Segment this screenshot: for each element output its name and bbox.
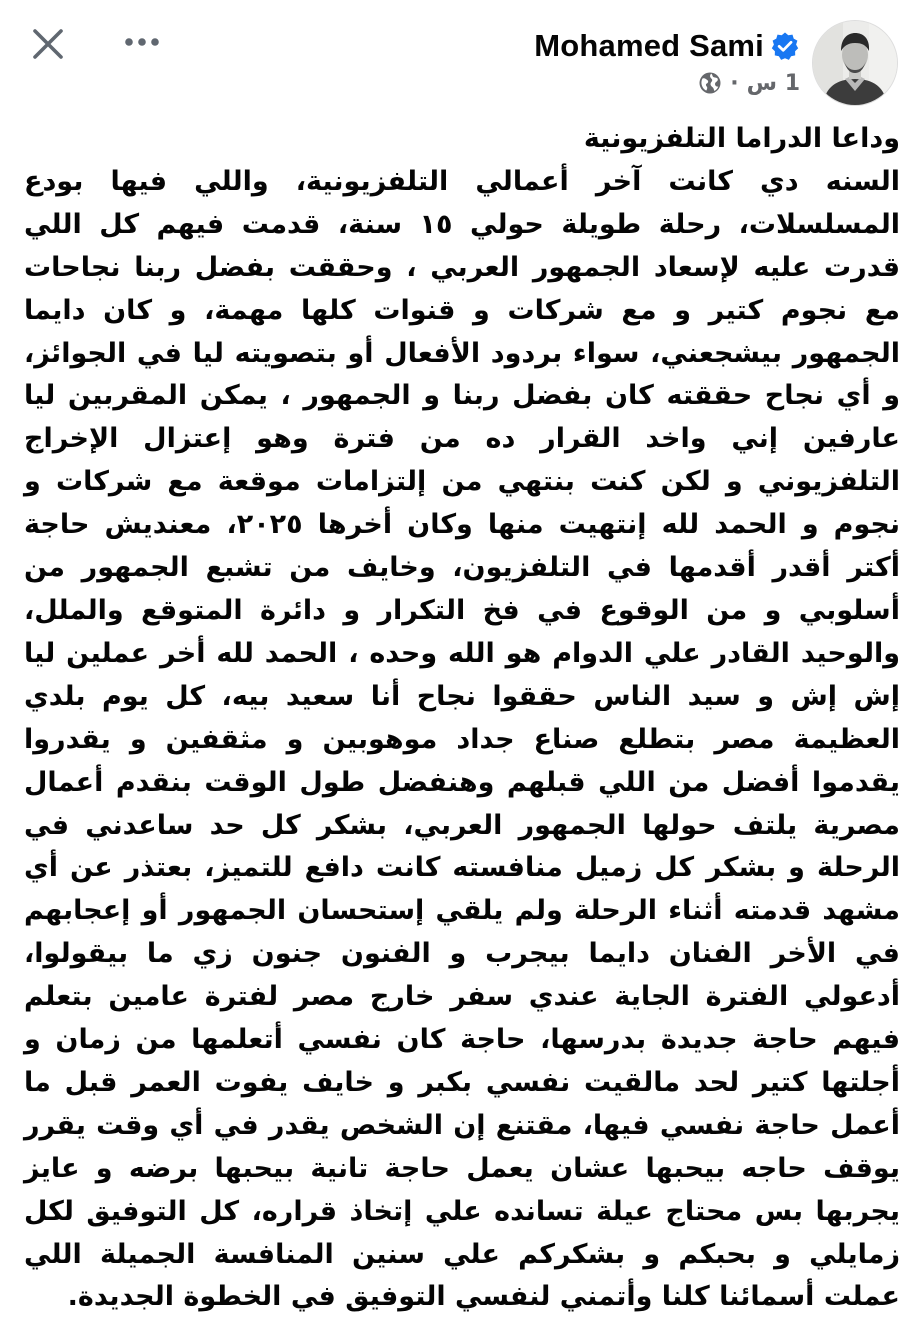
post-text: السنه دي كانت آخر أعمالي التلفزيونية، واللي فيها بودع المسلسلات، رحلة طويلة حولي ١٥ سنة، قدمت فيهم كل اللي قدرت عليه لإسعاد الجمهور العربي ، وحققت بفضل ربنا نجاحات مع نجوم كتير و مع شركات و قنوات كلها مهمة، و كان دايما الجمهور بيشجعني، سواء بردود الأفعال أو بتصويته ليا في الجوائز، و أي نجاح حققته كان بفضل ربنا و الجمهور ، يمكن المقربين ليا عارفين إني واخد القرار ده من فترة وهو إعتزال الإخراج التلفزيوني و لكن كنت بنتهي من إلتزامات موقعة مع شركات و نجوم و الحمد لله إنتهيت منها وكان أخرها ٢٠٢٥، معنديش حاجة أكتر أقدر أقدمها في التلفزيون، وخايف من تشبع الجمهور من أسلوبي و من الوقوع في فخ التكرار و دائرة المتوقع والملل، والوحيد القادر علي الدوام هو الله وحده ، الحمد لله أخر عملين ليا إش إش و سيد الناس حققوا نجاح أنا سعيد بيه، كل يوم بلدي العظيمة مصر بتطلع صناع جداد موهوبين و مثقفين و يقدروا يقدموا أفضل من اللي قبلهم وهنفضل طول الوقت بنقدم أعمال مصرية يلتف حولها الجمهور العربي، بشكر كل حد ساعدني في الرحلة و بشكر كل زميل منافسته كانت دافع للتميز، بعتذر عن أي مشهد قدمته أثناء الرحلة ولم يلقي إستحسان الجمهور أو إعجابهم في الأخر الفنان دايما بيجرب و الفنون جنون زي ما بيقولوا، أدعولي الفترة الجاية عندي سفر خارج مصر لفترة عامين بتعلم فيهم حاجة جديدة بدرسها، حاجة كان نفسي أتعلمها من زمان و أجلتها كتير لحد مالقيت نفسي بكبر و خايف يفوت العمر قبل ما أعمل حاجة نفسي فيها، مقتنع إن الشخص يقدر في أي وقت يقرر يوقف حاجه بيحبها عشان يعمل حاجة تانية بيحبها برضه و عايز يجربها بس محتاج عيلة تسانده علي إتخاذ قراره، كل التوفيق لكل زمايلي و بحبكم و بشكركم علي سنين المنافسة الجميلة اللي عملت أسمائنا كلنا وأتمني لنفسي التوفيق في الخطوة الجديدة. — [24, 165, 900, 1313]
close-button[interactable] — [26, 22, 70, 66]
post-timestamp[interactable]: 1 س — [746, 70, 800, 96]
post-content — [24, 118, 900, 1319]
post-title: وداعا الدراما التلفزيونية — [583, 123, 900, 154]
more-options-icon — [122, 36, 162, 48]
globe-icon[interactable] — [698, 71, 722, 95]
verified-badge-icon — [770, 31, 800, 61]
author-name[interactable]: Mohamed Sami — [534, 28, 764, 63]
author-row — [534, 24, 800, 68]
meta-separator: · — [730, 70, 739, 96]
post-header — [0, 0, 924, 120]
post-meta — [698, 66, 800, 100]
more-options-button[interactable] — [116, 22, 168, 62]
avatar[interactable] — [812, 20, 898, 106]
close-icon — [31, 27, 65, 61]
